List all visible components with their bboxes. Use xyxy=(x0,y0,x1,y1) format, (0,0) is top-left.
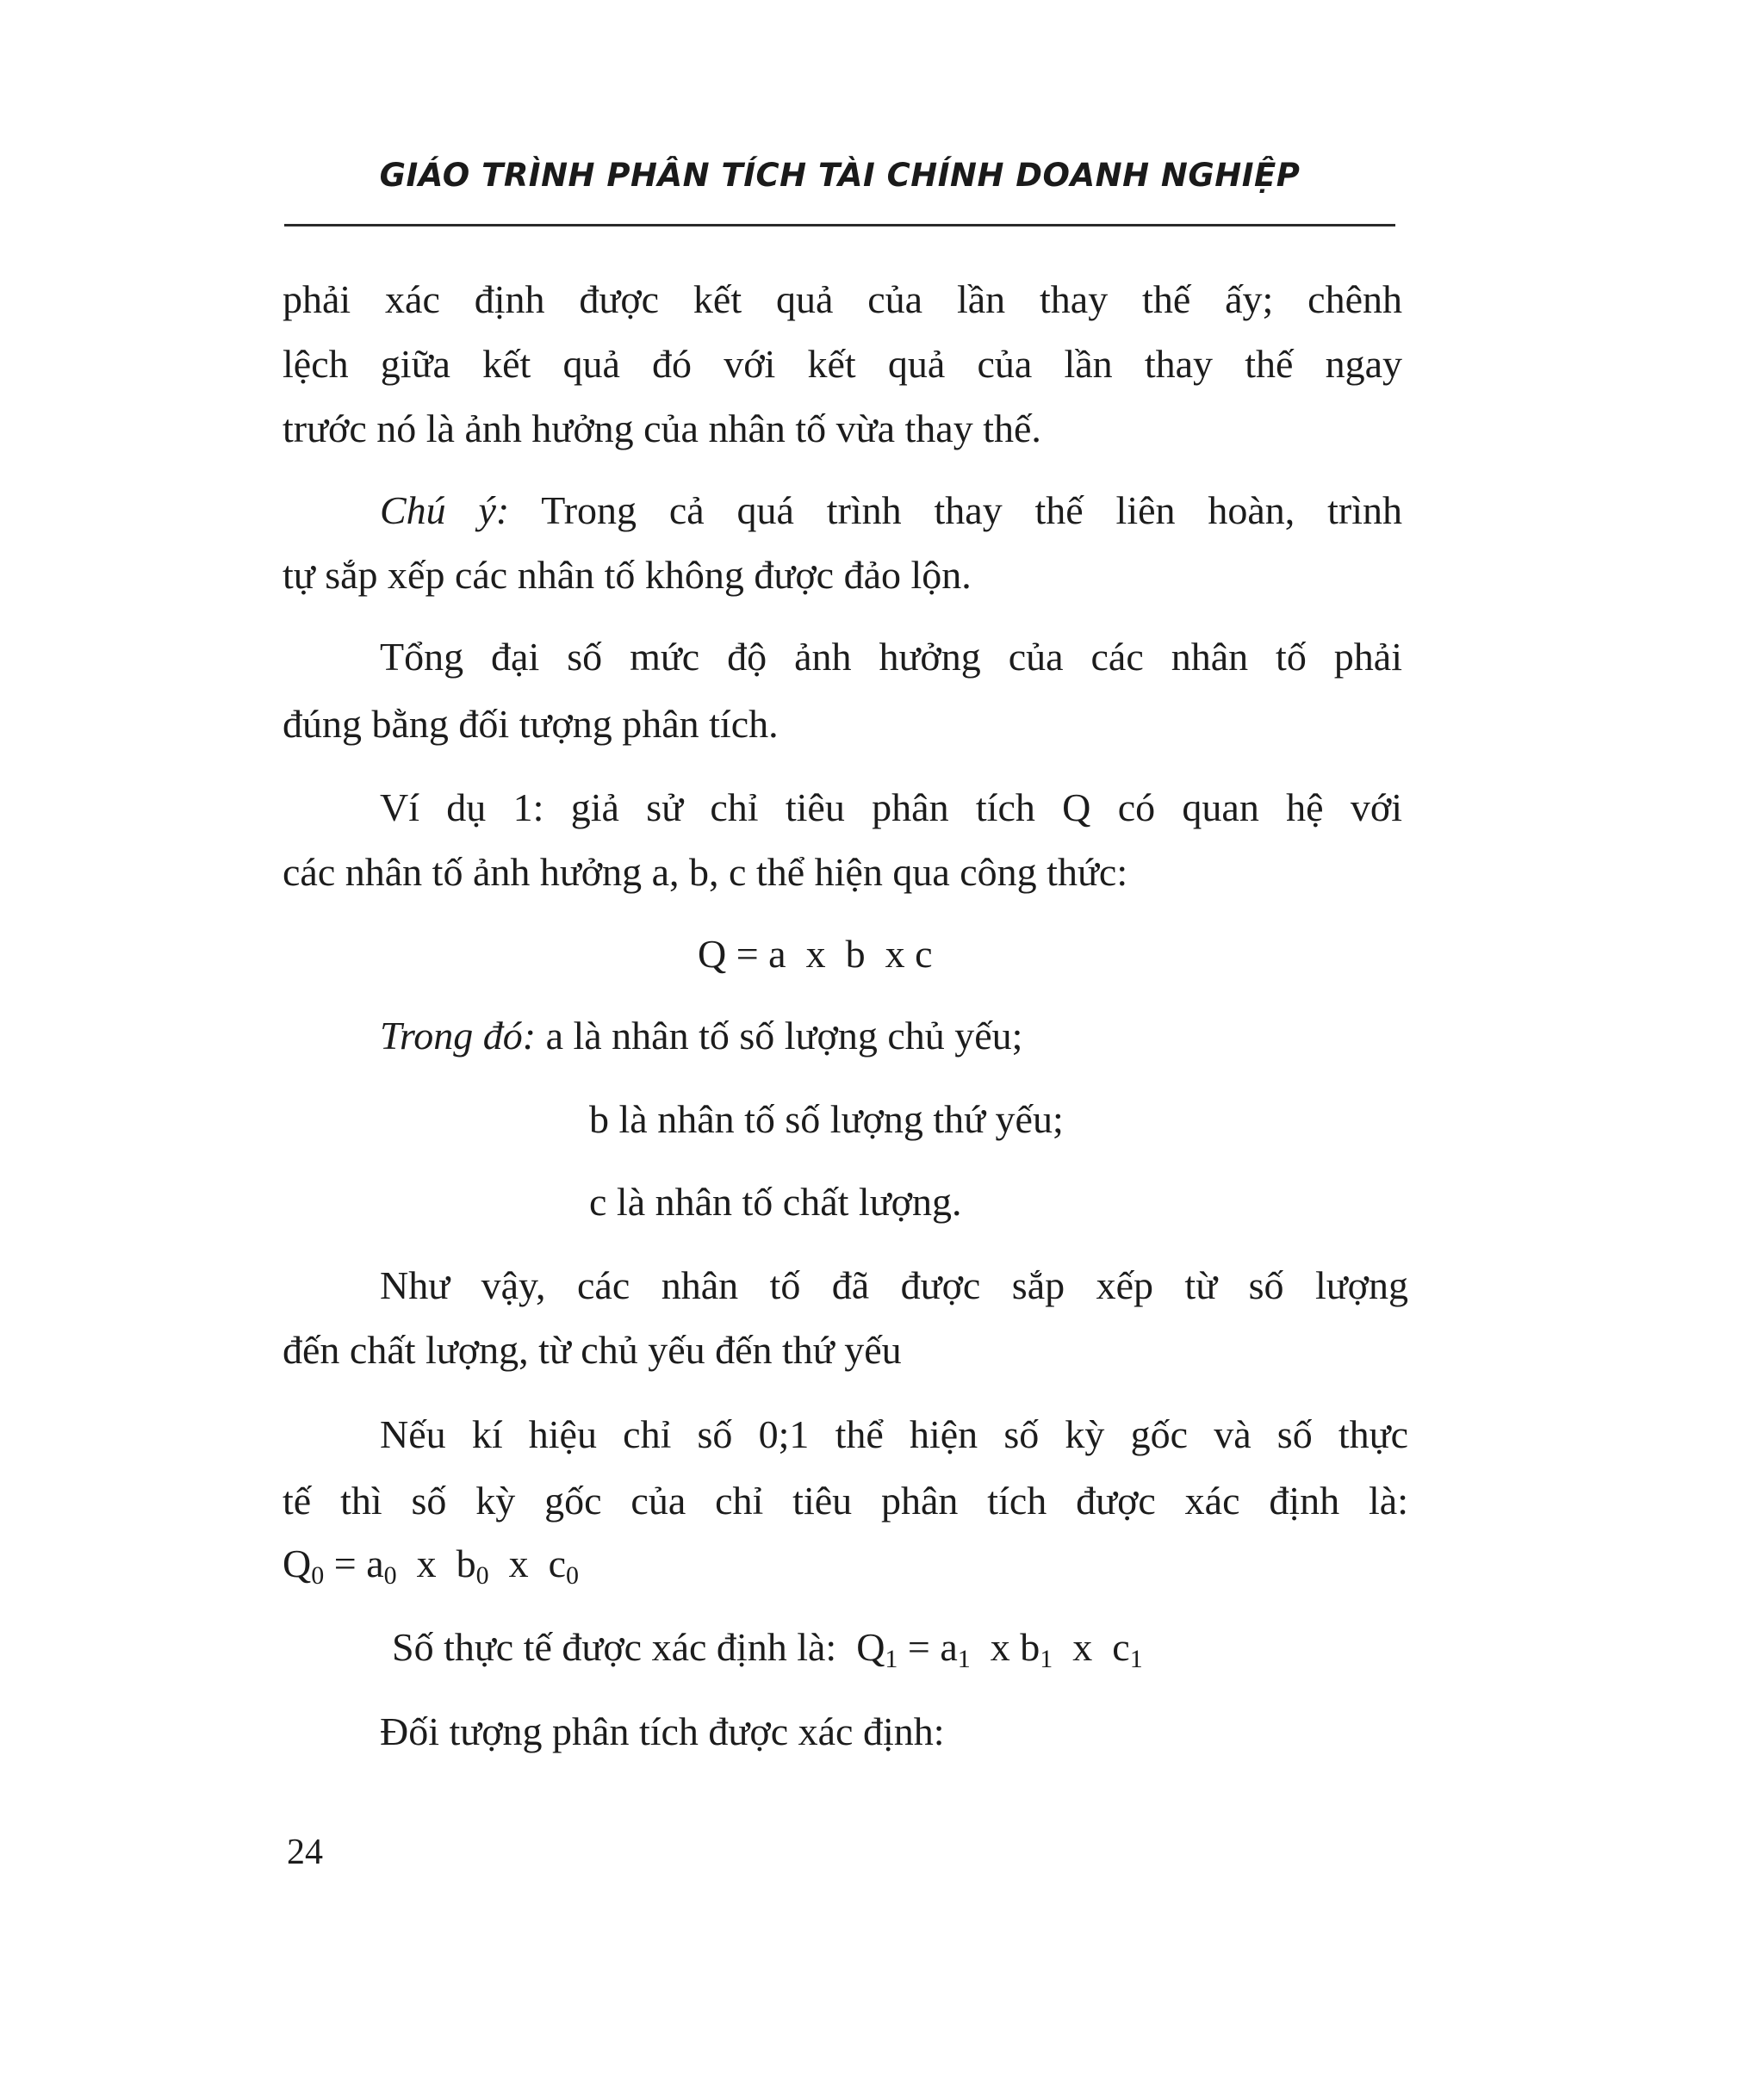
text-line: phải xác định được kết quả của lần thay thế ấy; chênh xyxy=(283,277,1402,321)
note-text: Trong cả quá trình thay thế liên hoàn, trình xyxy=(509,488,1402,532)
text-line: đến chất lượng, từ chủ yếu đến thứ yếu xyxy=(283,1328,902,1372)
note-label: Chú ý: xyxy=(380,488,510,532)
text-line: Đối tượng phân tích được xác định: xyxy=(380,1709,945,1753)
text-line: tế thì số kỳ gốc của chỉ tiêu phân tích được xác định là: xyxy=(283,1479,1408,1523)
definition-b: b là nhân tố số lượng thứ yếu; xyxy=(589,1097,1064,1141)
definition-c: c là nhân tố chất lượng. xyxy=(589,1180,962,1224)
formula-base-period: $Q_0 = a_0$ x $b_0$ x $c_0$ xyxy=(283,1541,580,1590)
text-line: các nhân tố ảnh hưởng a, b, c thể hiện qua công thức: xyxy=(283,850,1128,894)
page-number: 24 xyxy=(287,1833,323,1872)
header-rule xyxy=(284,224,1395,226)
running-header: GIÁO TRÌNH PHÂN TÍCH TÀI CHÍNH DOANH NGHIỆP xyxy=(379,157,1301,194)
definition-line xyxy=(380,1016,1022,1056)
text-line: trước nó là ảnh hưởng của nhân tố vừa thay thế. xyxy=(283,406,1041,450)
definition-label: Trong đó: xyxy=(380,1014,537,1058)
formula: Q = a x b x c xyxy=(698,932,933,976)
definition-a: a là nhân tố số lượng chủ yếu; xyxy=(536,1014,1023,1058)
text-line: Như vậy, các nhân tố đã được sắp xếp từ số lượng xyxy=(380,1263,1408,1307)
text-line: Tổng đại số mức độ ảnh hưởng của các nhân tố phải xyxy=(380,635,1402,679)
text-line: đúng bằng đối tượng phân tích. xyxy=(283,702,779,746)
formula-label: Số thực tế được xác định là: xyxy=(392,1625,857,1669)
text-line: Nếu kí hiệu chỉ số 0;1 thể hiện số kỳ gốc và số thực xyxy=(380,1412,1408,1456)
text-line: Ví dụ 1: giả sử chỉ tiêu phân tích Q có quan hệ với xyxy=(380,785,1402,829)
text-line: lệch giữa kết quả đó với kết quả của lần thay thế ngay xyxy=(283,342,1402,386)
formula-actual-period: Số thực tế được xác định là: $Q_1 = a_1$ x $b_1$ x $c_1$ xyxy=(392,1625,1143,1673)
note-line xyxy=(380,488,1402,532)
text-line: tự sắp xếp các nhân tố không được đảo lộn. xyxy=(283,553,972,597)
